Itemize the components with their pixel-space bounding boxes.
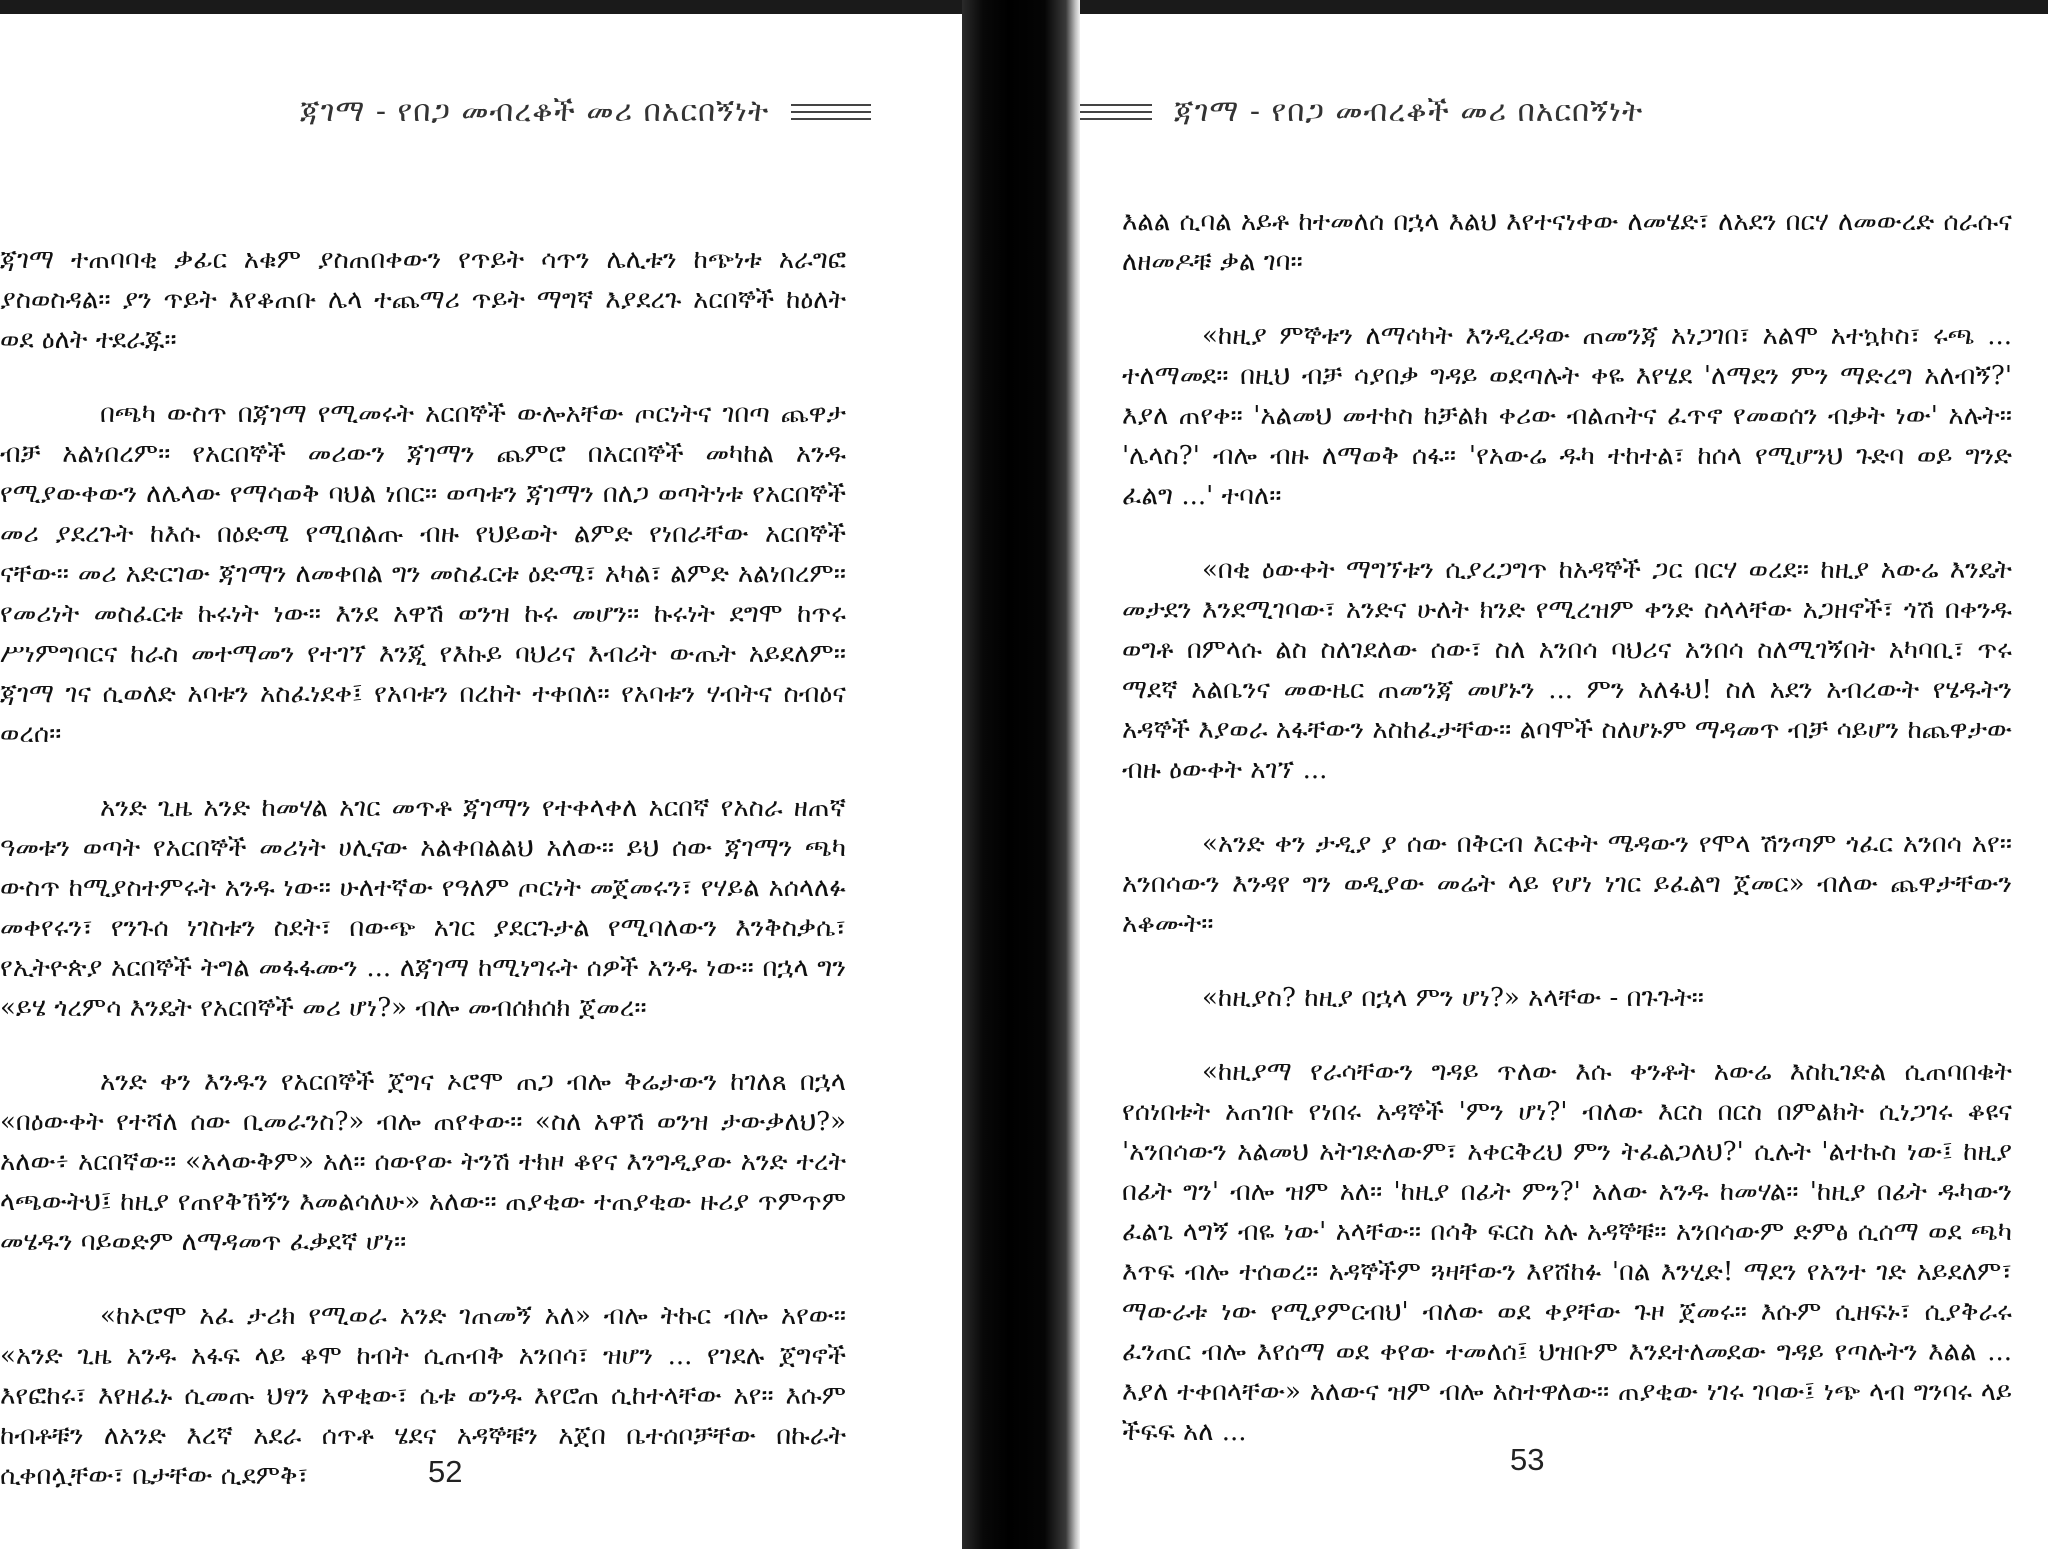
body-text-right [1122, 202, 2012, 1486]
left-page [0, 14, 962, 1549]
running-head-title: ጃገማ - የበጋ መብረቆች መሪ በአርበኝነት [1174, 94, 1644, 129]
paragraph: አንድ ጊዜ አንድ ከመሃል አገር መጥቶ ጃገማን የተቀላቀለ አርበኛ የአስራ ዘጠኛ ዓመቱን ወጣት የአርበኞች መሪነት ሀሊናው አልቀበልልህ አለው፡፡ ይህ ሰው ጃገማን ጫካ ውስጥ ከሚያስተምሩት አንዱ ነው፡፡ ሁለተኛው የዓለም ጦርነት መጀመሩን፣ የሃይል አሰላለፉ መቀየሩን፣ የንጉሰ ነገስቱን ስደት፣ በውጭ አገር ያደርጉታል የሚባለውን እንቅስቃሴ፣ የኢትዮጵያ አርበኞች ትግል መፋፋሙን ... ለጃገማ ከሚነግሩት ሰዎች አንዱ ነው፡፡ በኋላ ግን «ይሄ ጎረምሳ እንዴት የአርበኞች መሪ ሆነ?» ብሎ መብሰክሰክ ጀመረ፡፡ [0, 793, 846, 1023]
paragraph: «ከዚያስ? ከዚያ በኋላ ምን ሆነ?» አላቸው - በጉጉት፡፡ [1202, 983, 1704, 1013]
page-number-left: 52 [428, 1454, 463, 1489]
running-head-title: ጃገማ - የበጋ መብረቆች መሪ በአርበኝነት [300, 94, 770, 129]
paragraph: «አንድ ቀን ታዲያ ያ ሰው በቅርብ እርቀት ሜዳውን የሞላ ሽንጣም ጎፈር አንበሳ አየ፡፡ አንበሳውን እንዳየ ግን ወዲያው መሬት ላይ የሆነ ነገር ይፈልግ ጀመር» ብለው ጨዋታቸውን አቆሙት፡፡ [1122, 829, 2012, 939]
header-rule-ornament [791, 104, 871, 120]
paragraph: «ከዚያ ምኞቱን ለማሳካት እንዲረዳው ጠመንጃ አነጋገበ፣ አልሞ አተኳኮስ፣ ሩጫ ... ተለማመደ፡፡ በዚህ ብቻ ሳያበቃ ግዳይ ወደጣሉት ቀዬ እየሄደ 'ለማደን ምን ማድረግ አለብኝ?' እያለ ጠየቀ፡፡ 'አልመህ መተኮስ ከቻልክ ቀሪው ብልጠትና ፈጥኖ የመወሰን ብቃት ነው' አሉት፡፡ 'ሌላስ?' ብሎ ብዙ ለማወቅ ሰፋ፡፡ 'የአውሬ ዱካ ተከተል፣ ከሰላ የሚሆንህ ጉድባ ወይ ግንድ ፈልግ ...' ተባለ፡፡ [1122, 321, 2012, 511]
paragraph: «ከዚያማ የራሳቸውን ግዳይ ጥለው እሱ ቀንቶት አውሬ እስኪገድል ሲጠባበቁት የሰነበቱት አጠገቡ የነበሩ አዳኞች 'ምን ሆነ?' ብለው እርስ በርስ በምልክት ሲነጋገሩ ቆዩና 'አንበሳውን አልመህ አትገድለውም፣ አቀርቅረህ ምን ትፈልጋለህ?' ሲሉት 'ልተኩስ ነው፤ ከዚያ በፊት ግን' ብሎ ዝም አለ፡፡ 'ከዚያ በፊት ምን?' አለው አንዱ ከመሃል፡፡ 'ከዚያ በፊት ዱካውን ፈልጌ ላግኝ ብዬ ነው' አላቸው፡፡ በሳቅ ፍርስ አሉ አዳኞቹ፡፡ አንበሳውም ድምፅ ሲሰማ ወደ ጫካ እጥፍ ብሎ ተሰወረ፡፡ አዳኞችም ጓዛቸውን እየሸከፉ 'በል እንሂድ! ማደን የአንተ ገድ አይደለም፣ ማውራቱ ነው የሚያምርብህ' ብለው ወደ ቀያቸው ጉዞ ጀመሩ፡፡ እሱም ሲዘፍኑ፣ ሲያቅራሩ ፈንጠር ብሎ እየሰማ ወደ ቀየው ተመለሰ፤ ህዝቡም እንደተለመደው ግዳይ የጣሉትን እልል ... እያለ ተቀበላቸው» አለውና ዝም ብሎ አስተዋለው፡፡ ጠያቂው ነገሩ ገባው፤ ነጭ ላብ ግንባሩ ላይ ችፍፍ አለ ... [1122, 1057, 2012, 1447]
paragraph: «በቂ ዕውቀት ማግኘቱን ሲያረጋግጥ ከአዳኞች ጋር በርሃ ወረደ፡፡ ከዚያ አውሬ እንዴት መታደን እንደሚገባው፣ አንድና ሁለት ክንድ የሚረዝም ቀንድ ስላላቸው አጋዘኖች፣ ጎሽ በቀንዱ ወግቶ በምላሱ ልስ ስለገደለው ሰው፣ ስለ አንበሳ ባህሪና አንበሳ ስለሚገኝበት አካባቢ፣ ጥሩ ማደኛ አልቤንና መውዜር ጠመንጃ መሆኑን ... ምን አለፋህ! ስለ አደን አብረውት የሄዱትን አዳኞች እያወራ አፋቸውን አስከፈታቸው፡፡ ልባሞች ስለሆኑም ማዳመጥ ብቻ ሳይሆን ከጨዋታው ብዙ ዕውቀት አገኘ ... [1122, 555, 2012, 785]
page-number-right: 53 [1510, 1442, 1545, 1477]
body-text-left [0, 240, 846, 1530]
running-head-left [300, 94, 871, 129]
paragraph: «ከኦሮሞ አፈ ታሪክ የሚወራ አንድ ገጠመኝ አለ» ብሎ ትኩር ብሎ አየው፡፡ «አንድ ጊዜ አንዱ አፋፍ ላይ ቆሞ ከብት ሲጠብቅ አንበሳ፣ ዝሆን ... የገደሉ ጀግኖች እየፎከሩ፣ እየዘፈኑ ሲመጡ ህፃን አዋቂው፣ ሴቱ ወንዱ እየሮጠ ሲከተላቸው አየ፡፡ እሱም ከብቶቹን ለአንድ እረኛ አደራ ሰጥቶ ሄደና አዳኞቹን አጀበ ቤተሰቦቻቸው በኩራት ሲቀበሏቸው፣ ቤታቸው ሲደምቅ፣ [0, 1301, 846, 1491]
header-rule-ornament [1080, 104, 1152, 120]
paragraph: ጃገማ ተጠባባቂ ቃፊር አቁም ያስጠበቀውን የጥይት ሳጥን ሌሊቱን ከጭነቱ አራግፎ ያስወስዳል፡፡ ያን ጥይት እየቆጠቡ ሌላ ተጨማሪ ጥይት ማግኛ እያደረጉ አርበኞች ከዕለት ወደ ዕለት ተደራጁ፡፡ [0, 245, 846, 355]
right-page [1080, 14, 2048, 1549]
paragraph: በጫካ ውስጥ በጃገማ የሚመሩት አርበኞች ውሎአቸው ጦርነትና ገበጣ ጨዋታ ብቻ አልነበረም፡፡ የአርበኞች መሪውን ጃገማን ጨምሮ በአርበኞች መካከል አንዱ የሚያውቀውን ለሌላው የማሳወቅ ባህል ነበር፡፡ ወጣቱን ጃገማን በለጋ ወጣትነቱ የአርበኞች መሪ ያደረጉት ከእሱ በዕድሜ የሚበልጡ ብዙ የህይወት ልምድ የነበራቸው አርበኞች ናቸው፡፡ መሪ አድርገው ጃገማን ለመቀበል ግን መስፈርቱ ዕድሜ፣ አካል፣ ልምድ አልነበረም፡፡ የመሪነት መስፈርቱ ኩሩነት ነው፡፡ እንደ አዋሽ ወንዝ ኩሩ መሆን፡፡ ኩሩነት ደግሞ ከጥሩ ሥነምግባርና ከራስ መተማመን የተገኘ እንጂ የእኩይ ባህሪና እብሪት ውጤት አይደለም፡፡ ጃገማ ገና ሲወለድ አባቱን አስፈነደቀ፤ የአባቱን በረከት ተቀበለ፡፡ የአባቱን ሃብትና ስብዕና ወረሰ፡፡ [0, 399, 846, 749]
book-spine-gutter [962, 0, 1080, 1549]
paragraph: አንድ ቀን እንዱን የአርበኞች ጀግና ኦሮሞ ጠጋ ብሎ ቅሬታውን ከገለጸ በኋላ «በዕውቀት የተሻለ ሰው ቢመራንስ?» ብሎ ጠየቀው፡፡ «ስለ አዋሽ ወንዝ ታውቃለህ?» አለው፥ አርበኛው፡፡ «አላውቅም» አለ፡፡ ሰውየው ትንሽ ተክዞ ቆየና እንግዲያው አንድ ተረት ላጫውትህ፤ ከዚያ የጠየቅኸኝን እመልሳለሁ» አለው፡፡ ጠያቂው ተጠያቂው ዙሪያ ጥምጥም መሄዱን ባይወድም ለማዳመጥ ፈቃደኛ ሆነ፡፡ [0, 1067, 846, 1257]
paragraph: እልል ሲባል አይቶ ከተመለሰ በኋላ እልህ እየተናነቀው ለመሄድ፣ ለአደን በርሃ ለመውረድ ሰራሱና ለዘመዶቹ ቃል ገባ፡፡ [1122, 207, 2012, 277]
running-head-right [1080, 94, 1643, 129]
